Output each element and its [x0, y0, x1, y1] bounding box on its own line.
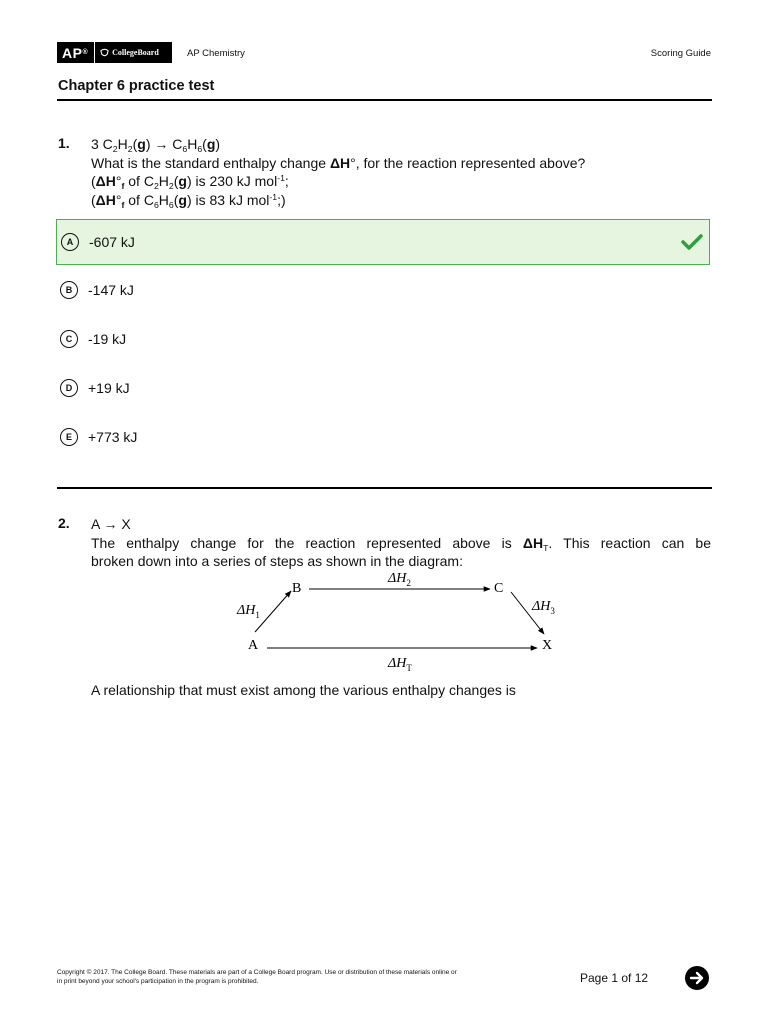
question-number: 1.: [58, 135, 70, 151]
next-page-button[interactable]: [685, 966, 709, 990]
answer-option-c[interactable]: [56, 317, 710, 361]
option-letter: B: [60, 281, 78, 299]
option-text: -147 kJ: [88, 282, 134, 298]
q2-equation: A → X: [91, 516, 131, 532]
checkmark-icon: [680, 232, 704, 252]
node-b: B: [292, 581, 302, 596]
acorn-icon: [100, 48, 109, 57]
question-2-stem: [91, 515, 711, 571]
option-text: +19 kJ: [88, 380, 130, 396]
q2-followup: A relationship that must exist among the various enthalpy changes is: [91, 682, 516, 698]
answer-option-b[interactable]: [56, 268, 710, 312]
option-text: -19 kJ: [88, 331, 127, 347]
arrow-a-to-b: [255, 591, 291, 632]
answer-option-e[interactable]: [56, 415, 710, 459]
label-dh3: $\Delta H_3$: [532, 599, 555, 616]
arrow-right-icon: [689, 970, 705, 986]
q1-given-c6h6: ($\Delta H^\circ_f$ of $C_6H_6(g)$ is 83 kJ mol$^{-1}$;): [91, 191, 286, 210]
option-letter: A: [61, 233, 79, 251]
label-dh2: $\Delta H_2$: [388, 572, 411, 588]
option-text: -607 kJ: [89, 234, 135, 250]
option-letter: C: [60, 330, 78, 348]
answer-option-a[interactable]: [56, 219, 710, 265]
label-dht: $\Delta H_T$: [388, 656, 412, 672]
option-letter: E: [60, 428, 78, 446]
q1-prompt: What is the standard enthalpy change ΔH°, for the reaction represented above?: [91, 154, 586, 171]
ap-collegeboard-logo: [57, 42, 172, 63]
label-dh1: $\Delta H_1$: [237, 603, 260, 620]
question-number: 2.: [58, 515, 70, 531]
node-x: X: [542, 638, 553, 653]
title-divider: [57, 99, 712, 101]
copyright-notice: Copyright © 2017. The College Board. These materials are part of a College Board program. Use or distribution of these materials online or in print beyond your school's participation in the program is prohibited.: [57, 969, 457, 985]
header-subject: AP Chemistry: [187, 48, 245, 59]
node-c: C: [494, 581, 504, 596]
question-1-stem: [91, 135, 711, 209]
answer-option-d[interactable]: [56, 366, 710, 410]
q2-line2: broken down into a series of steps as shown in the diagram:: [91, 553, 463, 569]
q1-given-c2h2: ($\Delta H^\circ_f$ of $C_2H_2(g)$ is 230 kJ mol$^{-1}$;: [91, 173, 289, 192]
node-a: A: [248, 638, 259, 653]
logo-ap: AP®: [62, 44, 89, 61]
question-divider: [57, 487, 712, 489]
header-scoring-guide: Scoring Guide: [650, 48, 711, 59]
q1-equation: 3 $C_2H_2(g) \to C_6H_6(g)$: [91, 136, 221, 155]
enthalpy-step-diagram: [225, 572, 570, 672]
page-indicator: Page 1 of 12: [580, 971, 649, 985]
page-title: Chapter 6 practice test: [58, 78, 215, 94]
q2-line1: The enthalpy change for the reaction represented above is $\Delta H_T$. This reaction can be: [91, 534, 712, 553]
option-text: +773 kJ: [88, 429, 138, 445]
option-letter: D: [60, 379, 78, 397]
logo-collegeboard: CollegeBoard: [95, 48, 159, 57]
